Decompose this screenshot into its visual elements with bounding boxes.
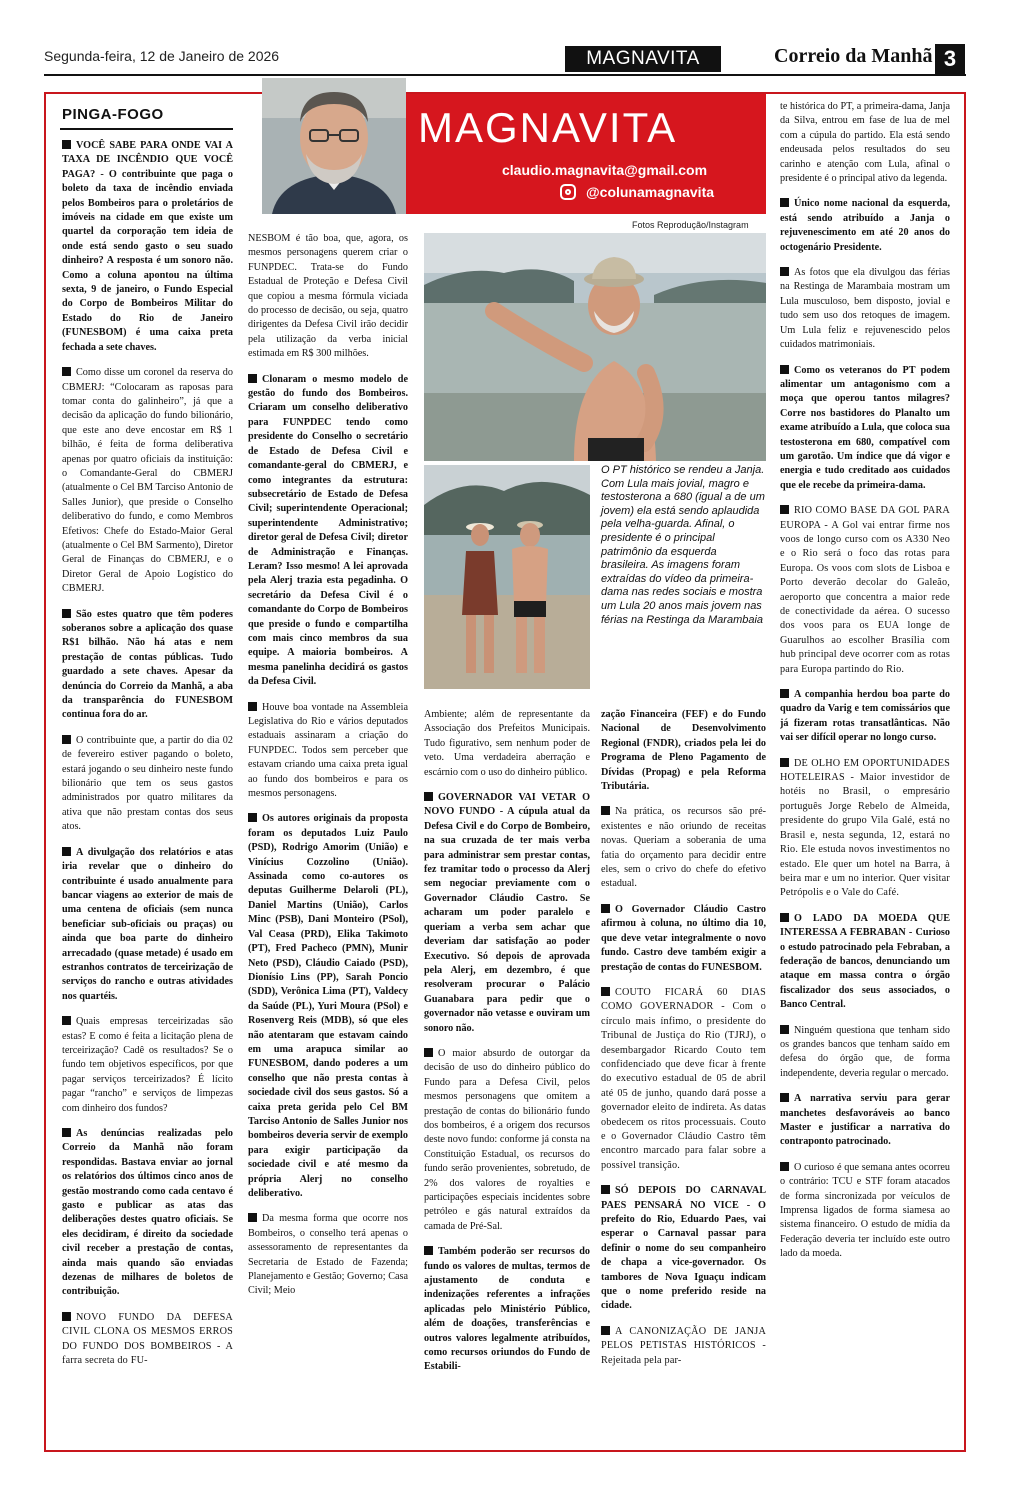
bullet-square-icon bbox=[62, 1128, 71, 1137]
paragraph: A CANONIZAÇÃO DE JANJA PELOS PETISTAS HISTÓRICOS - Rejeitada pela par- bbox=[601, 1325, 766, 1366]
bullet-square-icon bbox=[780, 505, 789, 514]
text-column-5 bbox=[780, 100, 950, 1440]
bullet-square-icon bbox=[62, 609, 71, 618]
bullet-square-icon bbox=[601, 1185, 610, 1194]
paragraph: SÓ DEPOIS DO CARNAVAL PAES PENSARÁ NO VICE - O prefeito do Rio, Eduardo Paes, vai esperar o Carnaval passar para definir o nome do seu companheiro de chapa a vice-governador. Os tambores de Nova Iguaçu indicam que o nome preferido reside na cidade. bbox=[601, 1185, 766, 1312]
bullet-square-icon bbox=[780, 913, 789, 922]
paragraph: RIO COMO BASE DA GOL PARA EUROPA - A Gol vai entrar firme nos voos de longo curso com os A330 Neo e o Rio será o foco das rotas para Europa. Os voos com slots de Lisboa e Porto deverão decolar do Galeão, aeroporto que concentra a maior rede de conectividade da aérea. O sucesso dos voos para os EUA longe de Guarulhos ao escolher Brasília com hub principal deve ocorrer com as rotas para Europa partindo do Rio. bbox=[780, 505, 950, 675]
paragraph: Quais empresas terceirizadas são estas? E como é feita a licitação plena de terceirização? Cadê os resultados? Se o fundo tem objetivos específicos, por que pagar serviços terceirizados? É lícito pagar “rancho” e serviços de limpezas com dinheiro dos fundos? bbox=[62, 1016, 233, 1114]
paragraph: O contribuinte que, a partir do dia 02 de fevereiro estiver pagando o boleto, estará jogando o seu dinheiro neste fundo bilionário que tem os seus gastos administrados por quatro militares da ativa que não prestam contas dos seus atos. bbox=[62, 734, 233, 833]
paragraph: Clonaram o mesmo modelo de gestão do fundo dos Bombeiros. Criaram um conselho deliberativo para FUNPDEC tendo como presidente do Conselho o secretário de Estado de Defesa Civil e comandante-geral do CBMERJ, e como integrantes da estrutura: subsecretário de Estado de Defesa Civil; superintendente Operacional; superintendente Administrativo; diretor geral de Defesa Civil; diretor de Administração e Finanças. Leram? Isso mesmo! A lei aprovada pela Alerj trazia esta pegadinha. O secretário da Defesa Civil é o comandante do Corpo de Bombeiros que preside o fundo e compartilha com mais cinco membros da sua equipe. A maioria bombeiros. A mesma panelinha decidirá os gastos da Defesa Civil. bbox=[248, 373, 408, 688]
page-number: 3 bbox=[935, 44, 965, 74]
bullet-square-icon bbox=[248, 702, 257, 711]
paragraph: O LADO DA MOEDA QUE INTERESSA A FEBRABAN - Curioso o estudo patrocinado pela Febraban, a federação de bancos, denunciando um ataque em massa contra o órgão fiscalizador dos seus associados, o Banco Central. bbox=[780, 912, 950, 1011]
bullet-square-icon bbox=[780, 1162, 789, 1171]
bullet-square-icon bbox=[424, 792, 433, 801]
paragraph: Único nome nacional da esquerda, está sendo atribuído a Janja o rejuvenescimento em até 20 anos do octogenário Presidente. bbox=[780, 198, 950, 253]
paragraph: Da mesma forma que ocorre nos Bombeiros, o conselho terá apenas o assessoramento de representantes da Secretaria de Estado de Fazenda; Planejamento e Gestão; Governo; Casa Civil; Meio bbox=[248, 1213, 408, 1297]
paragraph: As fotos que ela divulgou das férias na Restinga de Marambaia mostram um Lula musculoso, bem disposto, jovial e tudo sem uso dos retoques de imagem. Um Lula feliz e rejuvenescido pelos cuidados matrimoniais. bbox=[780, 267, 950, 351]
bullet-square-icon bbox=[62, 367, 71, 376]
paragraph: São estes quatro que têm poderes soberanos sobre a aplicação dos quase R$1 bilhão. Não há atas e nem prestação de contas públicas. Tudo guardado a sete chaves. Apesar da denúncia do Correio da Manhã, a aba da transparência do FUNESBOM continua fora do ar. bbox=[62, 608, 233, 721]
text-column-4 bbox=[601, 708, 766, 1440]
column-title: PINGA-FOGO bbox=[62, 106, 164, 123]
bullet-square-icon bbox=[248, 374, 257, 383]
bullet-square-icon bbox=[62, 847, 71, 856]
instagram-handle[interactable] bbox=[560, 184, 714, 200]
bullet-square-icon bbox=[780, 365, 789, 374]
bullet-square-icon bbox=[62, 140, 71, 149]
bullet-square-icon bbox=[780, 198, 789, 207]
text-column-2 bbox=[248, 232, 408, 1440]
paragraph: Na prática, os recursos são pré-existentes e não oriundo de receitas novas. Queriam a soberania de uma fatia do orçamento para decidir entre eles, sem o crivo do chefe do efetivo estadual. bbox=[601, 806, 766, 890]
paragraph: O Governador Cláudio Castro afirmou à coluna, no último dia 10, que deve vetar integralmente o novo fundo. Castro deve também exigir a prestação de contas do FUNESBOM. bbox=[601, 903, 766, 973]
instagram-handle-text: @colunamagnavita bbox=[586, 184, 715, 200]
paragraph: O maior absurdo de outorgar da decisão de uso do dinheiro público do Fundo para a Defesa Civil, pelos mesmos personagens que omitem a prestação de contas do bilionário fundo dos bombeiros, é a origem dos recursos deste novo fundo: conforme já consta na Constituição Estadual, os recursos do fundo serão provenientes, sobretudo, de 2% dos valores de royalties e participações especiais incidentes sobre petróleo e gás natural extraídos da camada de Pré-Sal. bbox=[424, 1047, 590, 1232]
newspaper-brand: Correio da Manhã bbox=[774, 45, 933, 67]
bullet-square-icon bbox=[424, 1246, 433, 1255]
paragraph: Também poderão ser recursos do fundo os valores de multas, termos de ajustamento de conduta e indenizações referentes a infrações aplicadas pelo Ministério Público, além de doações, transferências e outros valores legalmente atribuídos, como recursos oriundos do Fundo de Estabili- bbox=[424, 1246, 590, 1373]
bullet-square-icon bbox=[248, 1213, 257, 1222]
bullet-square-icon bbox=[62, 1016, 71, 1025]
photo-credit: Fotos Reprodução/Instagram bbox=[632, 220, 749, 230]
columnist-email[interactable]: claudio.magnavita@gmail.com bbox=[502, 162, 708, 178]
photo-caption: O PT histórico se rendeu a Janja. Com Lula mais jovial, magro e testosterona a 680 (igual a de um jovem) ela está sendo aplaudida pela velha-guarda. Afinal, o presidente é o principal patrimônio da esquerda brasileira. As imagens foram extraídas do vídeo da primeira-dama nas redes sociais e mostra um Lula 20 anos mais jovem nas férias na Restinga da Marambaia bbox=[601, 464, 765, 626]
bullet-square-icon bbox=[62, 735, 71, 744]
paragraph: A divulgação dos relatórios e atas iria revelar que o dinheiro do contribuinte é usado anualmente para bancar viagens ao exterior de mais de uma centena de oficiais (sem nunca beneficiar sub-oficiais ou praças) ou ainda que boa parte do dinheiro arrecadado (quase metade) é usado em estranhos contratos de terceirização de serviços do rancho e outras atividades nos quartéis. bbox=[62, 846, 233, 1002]
text-column-3 bbox=[424, 708, 590, 1440]
paragraph: A narrativa serviu para gerar manchetes desfavoráveis ao banco Master e justificar a narrativa do contraponto patrocinado. bbox=[780, 1093, 950, 1148]
paragraph: Como os veteranos do PT podem alimentar um antagonismo com a moça que operou tantos milagres? Corre nos bastidores do Planalto um exame atribuído a Lula, que coloca sua testosterona em 680, compatível com um garotão. Um índice que dá vigor e energia e tudo creditado aos cuidados que ele recebe da primeira-dama. bbox=[780, 364, 950, 491]
paragraph: O curioso é que semana antes ocorreu o contrário: TCU e STF foram atacados de forma sincronizada por veículos de Imprensa ligados de forma siamesa ao sistema financeiro. O estudo de mídia da Federação deveria ter incluído este outro lado da moeda. bbox=[780, 1161, 950, 1260]
text-column-1 bbox=[62, 139, 233, 1439]
columnist-portrait bbox=[262, 78, 406, 214]
paragraph: NOVO FUNDO DA DEFESA CIVIL CLONA OS MESMOS ERROS DO FUNDO DOS BOMBEIROS - A farra secreta do FU- bbox=[62, 1311, 233, 1367]
bullet-square-icon bbox=[424, 1048, 433, 1057]
bullet-square-icon bbox=[780, 1093, 789, 1102]
paragraph: VOCÊ SABE PARA ONDE VAI A TAXA DE INCÊNDIO QUE VOCÊ PAGA? - O contribuinte que paga o boleto da taxa de incêndio enviada pelos Bombeiros para o proletários de imóveis na cidade em que existe um quartel da corporação tem ideia de onde está sendo gasto o seu suado dinheiro? A resposta é um sonoro não. Como a coluna apontou na última sexta, 9 de janeiro, o Fundo Especial do Corpo de Bombeiros Militar do Estado do Rio de Janeiro (FUNESBOM) é uma caixa preta fechada a sete chaves. bbox=[62, 140, 233, 353]
paragraph: COUTO FICARÁ 60 DIAS COMO GOVERNADOR - Com o círculo mais ínfimo, o presidente do Tribunal de Justiça do Rio (TJRJ), o desembargador Ricardo Couto tem confidenciado que deve ficar à frente do executivo estadual de 05 de abril até 05 de junho, quando dará posse a governador eleito de indireta. As datas obedecem os ritos processuais. Couto e o Governador Cláudio Castro têm encontro marcado para falar sobre a possível transição. bbox=[601, 986, 766, 1171]
bullet-square-icon bbox=[780, 758, 789, 767]
bullet-square-icon bbox=[601, 987, 610, 996]
paragraph: Como disse um coronel da reserva do CBMERJ: “Colocaram as raposas para tomar conta do galinheiro”, já que a decisão da aplicação do fundo bilionário, que este ano deve encostar em R$ 1 bilhão, é feita de forma deliberativa apenas por quatro oficiais da instituição: o Comandante-Geral do CBMERJ (atualmente o Cel BM Tarciso Antonio de Salles Junior), que preside o Conselho deliberativo do fundo, e como Membros Efetivos: Chefe do Estado-Maior Geral (atualmente o Cel BM Sarmento), Diretor Geral de Finanças do CBMERJ, e o Diretor Geral de Apoio Logístico do CBMERJ. bbox=[62, 367, 233, 595]
bullet-square-icon bbox=[248, 813, 257, 822]
photo-lula-beach bbox=[424, 233, 766, 461]
column-title-rule bbox=[60, 128, 233, 130]
paragraph: Houve boa vontade na Assembleia Legislativa do Rio e vários deputados estaduais assinaram a criação do FUNPDEC. Todos sem perceber que estavam criando uma caixa preta igual ao fundo dos bombeiros e para os mesmos personagens. bbox=[248, 701, 408, 800]
section-tag: MAGNAVITA bbox=[565, 46, 721, 72]
paragraph: Ambiente; além de representante da Associação dos Prefeitos Municipais. Tudo figurativo, sem nenhum poder de veto. Uma verdadeira aberração e escárnio com o uso do dinheiro público. bbox=[424, 709, 590, 778]
bullet-square-icon bbox=[780, 689, 789, 698]
paragraph: NESBOM é tão boa, que, agora, os mesmos personagens querem criar o FUNPDEC. Trata-se do Fundo Estadual de Proteção e Defesa Civil que copiou a mesma fórmula viciada do processo de decisão, ou seja, quatro dirigentes da Defesa Civil irão decidir pela utilização da verba inicial estimada em R$ 300 milhões. bbox=[248, 233, 408, 360]
paragraph: Os autores originais da proposta foram os deputados Luiz Paulo (PSD), Rodrigo Amorim (União) e Vinícius Cozzolino (União). Assinada como co-autores os deputas Guilherme Delaroli (PL), Daniel Martins (União), Carlos Minc (PSB), Dani Monteiro (PSol), Val Ceasa (PRD), Elika Takimoto (PT), Fred Pacheco (PMN), Munir Neto (PSD), Cláudio Caiado (PSD), Dionísio Lins (PP), Sarah Poncio (SDD), Verônica Lima (PT), Valdecy da Saúde (PL), Yuri Moura (PSol) e Rosenverg Reis (MDB), só que eles não atentaram que estavam caindo em uma arapuca similar ao FUNESBOM, dando poderes a um conselho que não presta contas à sociedade civil dos seus gastos. Só a caixa preta gerida pelo Cel BM Tarciso Antonio de Salles Junior nos bombeiros deveria servir de exemplo para exigir participação da sociedade civil e até mesmo da própria Alerj no conselho deliberativo. bbox=[248, 813, 408, 1199]
banner-title: MAGNAVITA bbox=[418, 104, 678, 151]
bullet-square-icon bbox=[62, 1312, 71, 1321]
paragraph: GOVERNADOR VAI VETAR O NOVO FUNDO - A cúpula atual da Defesa Civil e do Corpo de Bombeiro, na sua cruzada de ter mais verba para administrar sem prestar contas, fez tramitar todo o processo da Alerj sem negociar previamente com o Governador Cláudio Castro. Se acharam um poder paralelo e queriam a verba sem achar que deveriam dar satisfação ao poder Executivo. Só depois de aprovada pela Alerj, em dezembro, é que resolveram procurar o Palácio Guanabara para pedir que o governador não vetasse e ouviram um sonoro não. bbox=[424, 792, 590, 1034]
issue-date: Segunda-feira, 12 de Janeiro de 2026 bbox=[44, 48, 280, 64]
paragraph: DE OLHO EM OPORTUNIDADES HOTELEIRAS - Maior investidor de hotéis no Brasil, o empresário português Jorge Rebelo de Almeida, presidente do grupo Vila Galé, está no Brasil e, nesta segunda, 12, estará no Rio. Ele estuda novos investimentos no estado. Ele quer um hotel na Barra, à beira mar e um no interior. Quer visitar Petrópolis e o Vale do Café. bbox=[780, 757, 950, 899]
bullet-square-icon bbox=[780, 267, 789, 276]
paragraph: Ninguém questiona que tenham sido os grandes bancos que tenham saído em defesa do órgão que, de forma independente, deveria regular o mercado. bbox=[780, 1024, 950, 1079]
bullet-square-icon bbox=[601, 1326, 610, 1335]
paragraph: A companhia herdou boa parte do quadro da Varig e tem comissários que já fizeram rotas transatlânticas. Não vai ser difícil operar no longo curso. bbox=[780, 689, 950, 744]
paragraph: As denúncias realizadas pelo Correio da Manhã não foram respondidas. Bastava enviar ao jornal os relatórios dos últimos cinco anos de gestão mostrando como cada centavo é gasto e publicar as atas das deliberações destes quatro oficiais. Se eles decidiram, é direito da sociedade civil receber a prestação de contas, ainda mais quando são enviadas dezenas de milhares de boletos de contribuição. bbox=[62, 1128, 233, 1298]
bullet-square-icon bbox=[780, 1025, 789, 1034]
photo-lula-janja-beach bbox=[424, 465, 590, 689]
paragraph: zação Financeira (FEF) e do Fundo Nacional de Desenvolvimento Regional (FNDR), criados pela lei do Programa de Pleno Pagamento de Dívidas (Propag) e pela Reforma Tributária. bbox=[601, 709, 766, 793]
paragraph: te histórica do PT, a primeira-dama, Janja da Silva, entrou em fase de lua de mel com a cúpula do partido. Ela está sendo endeusada pelos resultados do seu carinho e atenção com Lula, afinal o presidente é o principal ativo da legenda. bbox=[780, 101, 950, 185]
bullet-square-icon bbox=[601, 904, 610, 913]
instagram-icon bbox=[560, 184, 576, 200]
bullet-square-icon bbox=[601, 806, 610, 815]
header-rule bbox=[44, 74, 966, 76]
